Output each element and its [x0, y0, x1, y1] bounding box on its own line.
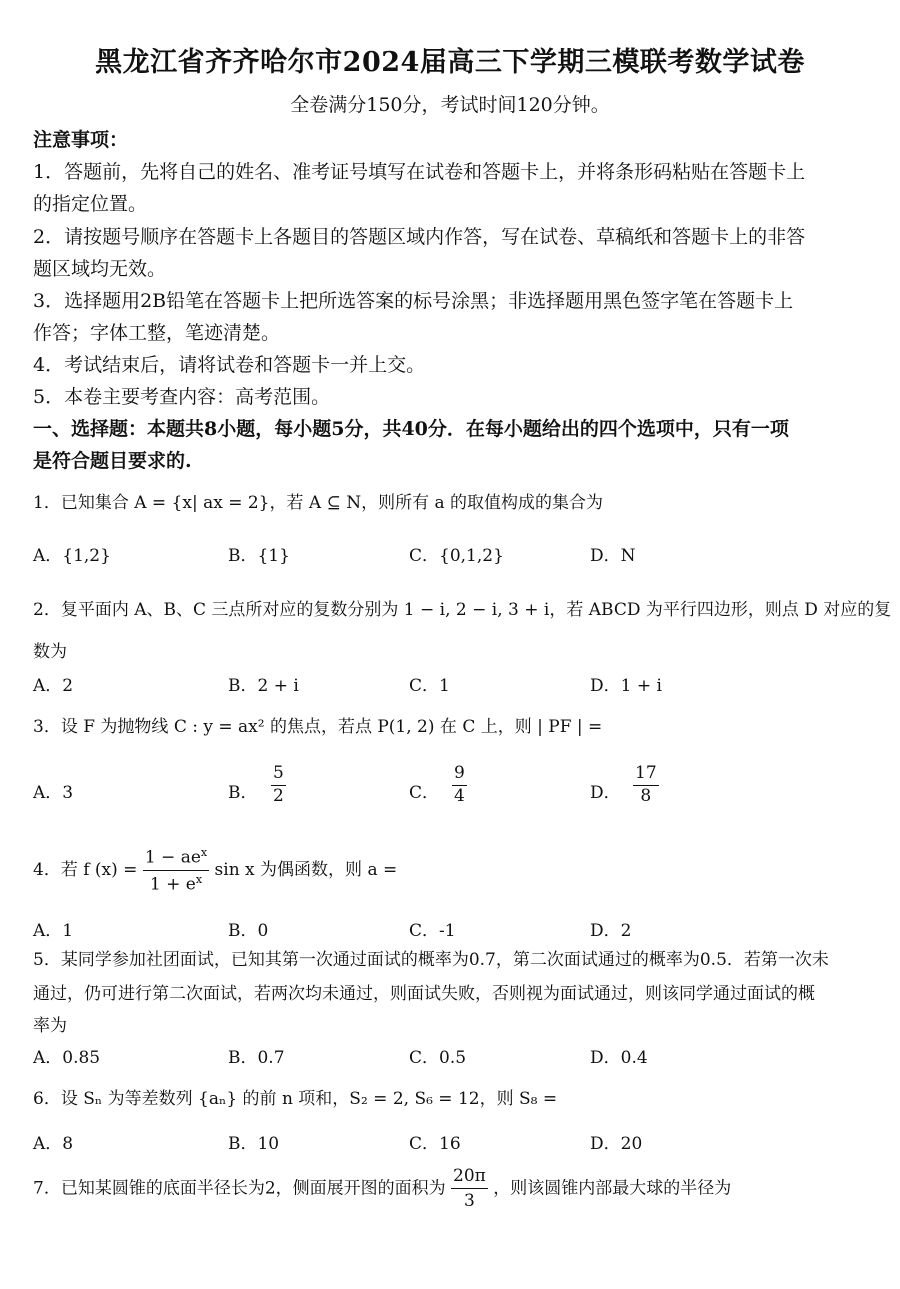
question-4-option-d: D．2	[590, 921, 632, 941]
denominator: 4	[454, 785, 465, 806]
option-label: D．	[590, 783, 621, 803]
question-3-stem: 3．设 F 为抛物线 C : y = ax² 的焦点，若点 P(1, 2) 在 C 上，则 | PF | =	[33, 717, 603, 737]
question-5-option-d: D．0.4	[590, 1048, 648, 1068]
question-1-option-c: C．{0,1,2}	[409, 546, 504, 566]
notice-item-3: 3．选择题用2B铅笔在答题卡上把所选答案的标号涂黑；非选择题用黑色签字笔在答题卡上	[33, 290, 794, 312]
question-6-option-b: B．10	[228, 1134, 280, 1154]
question-5-option-c: C．0.5	[409, 1048, 467, 1068]
numerator: 9	[452, 764, 467, 786]
denominator: 2	[273, 785, 284, 806]
notice-item-3-cont: 作答；字体工整，笔迹清楚。	[33, 322, 281, 344]
question-4-suffix: sin x 为偶函数，则 a =	[214, 860, 398, 881]
notice-item-5: 5．本卷主要考查内容：高考范围。	[33, 386, 331, 408]
question-4-fraction	[143, 846, 209, 895]
exam-subtitle: 全卷满分150分，考试时间120分钟。	[290, 94, 610, 116]
question-4-option-b: B．0	[228, 921, 269, 941]
question-1-stem: 1．已知集合 A = {x| ax = 2}，若 A ⊆ N，则所有 a 的取值构成的集合为	[33, 493, 604, 513]
question-2-option-d: D．1 + i	[590, 676, 662, 696]
numerator-exponent: x	[200, 846, 208, 859]
question-2-option-c: C．1	[409, 676, 450, 696]
question-4-stem	[33, 846, 397, 895]
question-6-option-a: A．8	[33, 1134, 74, 1154]
question-5-stem: 5．某同学参加社团面试，已知其第一次通过面试的概率为0.7，第二次面试通过的概率为0.5．若第一次未	[33, 950, 829, 970]
numerator: 17	[633, 764, 659, 786]
notice-item-1: 1．答题前，先将自己的姓名、准考证号填写在试卷和答题卡上，并将条形码粘贴在答题卡上	[33, 161, 806, 183]
question-2-stem-cont: 数为	[33, 642, 67, 662]
option-label: C．	[409, 783, 440, 803]
numerator: 20π	[451, 1166, 488, 1189]
notice-item-2: 2．请按题号顺序在答题卡上各题目的答题区域内作答，写在试卷、草稿纸和答题卡上的非答	[33, 226, 806, 248]
numerator-text: 1 − ae	[144, 847, 201, 868]
question-2-option-a: A．2	[33, 676, 74, 696]
denominator-text: 1 + e	[149, 874, 196, 895]
question-4-option-c: C．-1	[409, 921, 456, 941]
denominator: 3	[464, 1191, 475, 1212]
question-5-option-b: B．0.7	[228, 1048, 285, 1068]
question-7-stem	[33, 1166, 731, 1212]
fraction	[271, 764, 286, 806]
question-1-option-d: D．N	[590, 546, 636, 566]
section-1-heading: 一、选择题：本题共8小题，每小题5分，共40分．在每小题给出的四个选项中，只有一项	[33, 418, 789, 440]
denominator: 8	[640, 785, 652, 806]
exam-title: 黑龙江省齐齐哈尔市2024届高三下学期三模联考数学试卷	[95, 47, 805, 78]
notice-item-2-cont: 题区域均无效。	[33, 258, 167, 280]
question-5-option-a: A．0.85	[33, 1048, 101, 1068]
question-5-stem-cont-1: 通过，仍可进行第二次面试，若两次均未通过，则面试失败，否则视为面试通过，则该同学通过面试的概	[33, 984, 815, 1004]
question-6-stem: 6．设 Sₙ 为等差数列 {aₙ} 的前 n 项和，S₂ = 2, S₆ = 12，则 S₈ =	[33, 1089, 558, 1109]
fraction	[633, 764, 659, 806]
option-label: B．	[228, 783, 258, 803]
question-7-fraction	[451, 1166, 488, 1212]
denominator-exponent: x	[195, 873, 203, 887]
denominator	[148, 871, 204, 895]
question-6-option-c: C．16	[409, 1134, 461, 1154]
notice-item-4: 4．考试结束后，请将试卷和答题卡一并上交。	[33, 354, 426, 376]
numerator: 5	[271, 764, 286, 786]
question-3-option-a: A．3	[33, 783, 74, 803]
question-4-option-a: A．1	[33, 921, 74, 941]
question-1-option-b: B．{1}	[228, 546, 290, 566]
notice-heading: 注意事项：	[33, 129, 129, 151]
question-2-stem: 2．复平面内 A、B、C 三点所对应的复数分别为 1 − i, 2 − i, 3 + i，若 ABCD 为平行四边形，则点 D 对应的复	[33, 600, 892, 620]
question-2-option-b: B．2 + i	[228, 676, 299, 696]
question-5-stem-cont-2: 率为	[33, 1016, 67, 1036]
question-4-prefix: 4．若 f (x) =	[33, 860, 138, 881]
numerator	[143, 846, 209, 871]
question-6-option-d: D．20	[590, 1134, 643, 1154]
question-1-option-a: A．{1,2}	[33, 546, 111, 566]
fraction	[452, 764, 467, 806]
question-7-prefix: 7．已知某圆锥的底面半径长为2，侧面展开图的面积为	[33, 1178, 446, 1199]
notice-item-1-cont: 的指定位置。	[33, 193, 148, 215]
section-1-heading-cont: 是符合题目要求的.	[33, 450, 192, 472]
question-7-suffix: ，则该圆锥内部最大球的半径为	[493, 1178, 732, 1199]
